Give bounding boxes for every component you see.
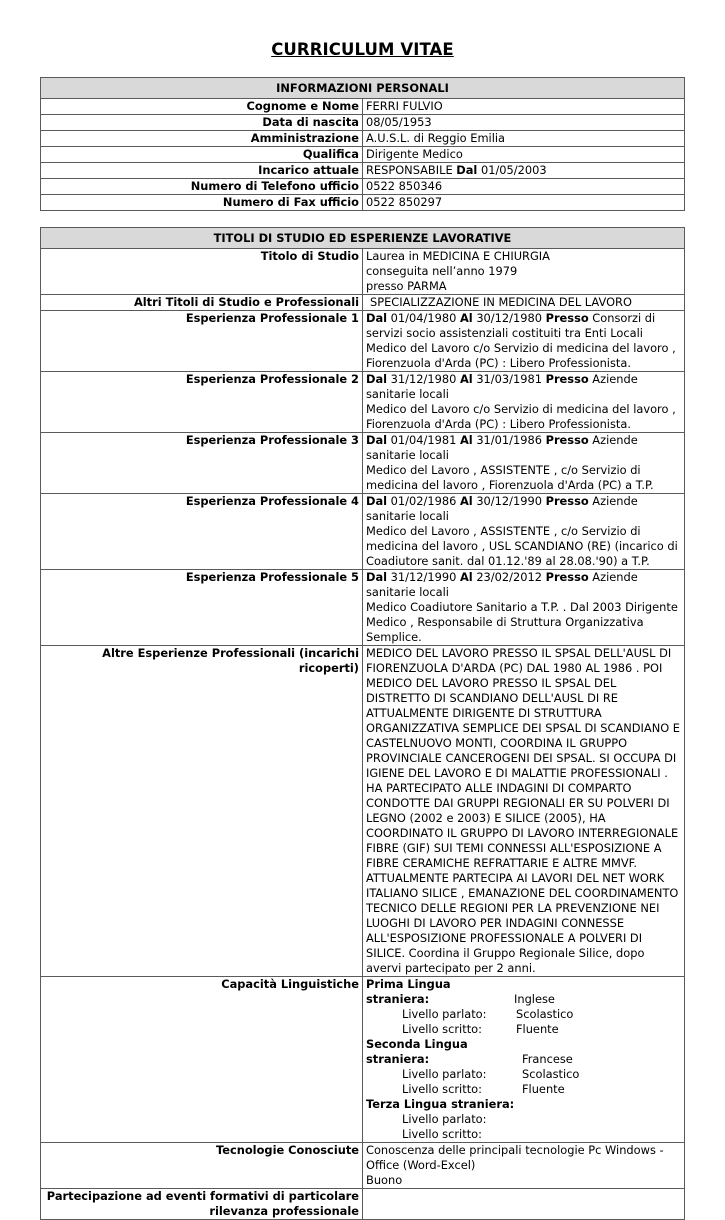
- row-value: [363, 1143, 685, 1189]
- date-from: 01/04/1980: [390, 311, 457, 325]
- row-label: Incarico attuale: [41, 163, 363, 179]
- presso-keyword: Presso: [545, 433, 589, 447]
- row-label: Altri Titoli di Studio e Professionali: [41, 295, 363, 311]
- dal-keyword: Dal: [366, 372, 388, 386]
- row-value: MEDICO DEL LAVORO PRESSO IL SPSAL DELL'AUSL DI FIORENZUOLA D'ARDA (PC) DAL 1980 AL 1986 . POI MEDICO DEL LAVORO PRESSO IL SPSAL DEL DISTRETTO DI SCANDIANO DELL'AUSL DI RE ATTUALMENTE DIRIGENTE DI STRUTTURA ORGANIZZATIVA SEMPLICE DEI SPSAL DI SCANDIANO E CASTELNUOVO MONTI, COORDINA IL GRUPPO PROVINCIALE CANCEROGENI DEI SPSAL. SI OCCUPA DI IGIENE DEL LAVORO E DI MALATTIE PROFESSIONALI . HA PARTECIPATO ALLE INDAGINI DI COMPARTO CONDOTTE DAI GRUPPI REGIONALI ER SU POLVERI DI LEGNO (2002 e 2003) E SILICE (2005), HA COORDINATO IL GRUPPO DI LAVORO INTERREGIONALE FIBRE (GIF) SUI TEMI CONNESSI ALL'ESPOSIZIONE A FIBRE CERAMICHE REFRATTARIE E ALTRE MMVF. ATTUALMENTE PARTECIPA AI LAVORI DEL NET WORK ITALIANO SILICE , EMANAZIONE DEL COORDINAMENTO TECNICO DELLE REGIONI PER LA PREVENZIONE NEI LUOGHI DI LAVORO PER INDAGINI CONNESSE ALL'ESPOSIZIONE PROFESSIONALE A POLVERI DI SILICE. Coordina il Gruppo Regionale Silice, dopo avervi partecipato per 2 anni.: [363, 646, 685, 977]
- row-label: Capacità Linguistiche: [41, 977, 363, 1143]
- row-value: [363, 433, 685, 494]
- written-label: Livello scritto:: [402, 1022, 482, 1036]
- table-row: [41, 249, 685, 295]
- row-label: Esperienza Professionale 5: [41, 570, 363, 646]
- table-row: [41, 179, 685, 195]
- table-row: [41, 163, 685, 179]
- row-value: [363, 1189, 685, 1220]
- table-row: [41, 99, 685, 115]
- date-from: 31/12/1990: [390, 570, 457, 584]
- first-language: [366, 977, 681, 1007]
- table-row: [41, 147, 685, 163]
- written-label: Livello scritto:: [402, 1127, 482, 1141]
- date-from: 31/12/1980: [390, 372, 457, 386]
- personal-info-header: INFORMAZIONI PERSONALI: [41, 78, 685, 99]
- written-level: Fluente: [522, 1082, 565, 1096]
- date-from: 01/02/1986: [390, 494, 457, 508]
- value-line: presso PARMA: [366, 279, 447, 293]
- employer: Aziende sanitarie locali: [366, 494, 638, 523]
- dal-keyword: Dal: [366, 570, 388, 584]
- row-label: Numero di Fax ufficio: [41, 195, 363, 211]
- spoken-label: Livello parlato:: [402, 1067, 487, 1081]
- al-keyword: Al: [459, 433, 473, 447]
- language-title: Seconda Lingua straniera:: [366, 1037, 468, 1066]
- value-line: Buono: [366, 1173, 403, 1187]
- experience-row: [41, 433, 685, 494]
- experience-description: Medico del Lavoro c/o Servizio di medicina del lavoro , Fiorenzuola d'Arda (PC) : Libero Professionista.: [366, 402, 676, 431]
- row-label: Data di nascita: [41, 115, 363, 131]
- row-value: [363, 249, 685, 295]
- date-to: 30/12/1990: [476, 494, 542, 508]
- dal-keyword: Dal: [366, 433, 388, 447]
- experience-description: Medico Coadiutore Sanitario a T.P. . Dal 2003 Dirigente Medico , Responsabile di Struttura Organizzativa Semplice.: [366, 600, 678, 644]
- value-text: RESPONSABILE: [366, 163, 457, 177]
- row-label: Altre Esperienze Professionali (incarichi ricoperti): [41, 646, 363, 977]
- row-value: FERRI FULVIO: [363, 99, 685, 115]
- row-value: [363, 163, 685, 179]
- table-row: [41, 295, 685, 311]
- date-to: 31/01/1986: [476, 433, 542, 447]
- experience-description: Medico del Lavoro c/o Servizio di medicina del lavoro , Fiorenzuola d'Arda (PC) : Libero Professionista.: [366, 341, 676, 370]
- first-language-spoken: [366, 1007, 681, 1022]
- value-keyword: Dal: [456, 163, 478, 177]
- date-to: 30/12/1980: [476, 311, 542, 325]
- al-keyword: Al: [459, 494, 473, 508]
- row-value: [363, 977, 685, 1143]
- row-label: Amministrazione: [41, 131, 363, 147]
- presso-keyword: Presso: [545, 311, 589, 325]
- second-language-spoken: [366, 1067, 681, 1082]
- row-value: [363, 295, 685, 311]
- date-from: 01/04/1981: [390, 433, 457, 447]
- al-keyword: Al: [459, 311, 473, 325]
- language-title: Terza Lingua straniera:: [366, 1097, 515, 1111]
- dal-keyword: Dal: [366, 311, 388, 325]
- row-label: Esperienza Professionale 3: [41, 433, 363, 494]
- second-language: [366, 1037, 681, 1067]
- studies-header: TITOLI DI STUDIO ED ESPERIENZE LAVORATIVE: [41, 228, 685, 249]
- language-title: Prima Lingua straniera:: [366, 977, 451, 1006]
- written-label: Livello scritto:: [402, 1082, 482, 1096]
- row-label: Partecipazione ad eventi formativi di particolare rilevanza professionale: [41, 1189, 363, 1220]
- row-label: Titolo di Studio: [41, 249, 363, 295]
- table-row: [41, 115, 685, 131]
- spoken-label: Livello parlato:: [402, 1112, 487, 1126]
- table-row: [41, 131, 685, 147]
- al-keyword: Al: [459, 372, 473, 386]
- third-language-written: [366, 1127, 681, 1142]
- row-label: Tecnologie Conosciute: [41, 1143, 363, 1189]
- date-to: 23/02/2012: [476, 570, 542, 584]
- row-label: Qualifica: [41, 147, 363, 163]
- document-title: CURRICULUM VITAE: [271, 40, 454, 59]
- row-label: Esperienza Professionale 4: [41, 494, 363, 570]
- table-row: [41, 195, 685, 211]
- row-value: [363, 311, 685, 372]
- experience-row: [41, 372, 685, 433]
- experience-row: [41, 570, 685, 646]
- employer: Aziende sanitarie locali: [366, 570, 638, 599]
- presso-keyword: Presso: [545, 372, 589, 386]
- experience-row: [41, 494, 685, 570]
- table-row: [41, 646, 685, 977]
- experience-row: [41, 311, 685, 372]
- row-label: Esperienza Professionale 2: [41, 372, 363, 433]
- studies-experience-table: [40, 227, 685, 1220]
- row-value: [363, 372, 685, 433]
- language-name: Inglese: [514, 992, 555, 1006]
- row-label: Esperienza Professionale 1: [41, 311, 363, 372]
- third-language-spoken: [366, 1112, 681, 1127]
- date-to: 31/03/1981: [476, 372, 542, 386]
- row-value: [363, 494, 685, 570]
- row-label: Numero di Telefono ufficio: [41, 179, 363, 195]
- value-line: Conoscenza delle principali tecnologie Pc Windows - Office (Word-Excel): [366, 1143, 664, 1172]
- first-language-written: [366, 1022, 681, 1037]
- value-line: Laurea in MEDICINA E CHIURGIA: [366, 249, 550, 263]
- languages-row: [41, 977, 685, 1143]
- employer: Consorzi di servizi socio assistenziali costituiti tra Enti Locali: [366, 311, 656, 340]
- written-level: Fluente: [516, 1022, 559, 1036]
- experience-description: Medico del Lavoro , ASSISTENTE , c/o Servizio di medicina del lavoro , USL SCANDIANO (RE) (incarico di Coadiutore sanit. dal 01.12.'89 al 28.08.'90) a T.P.: [366, 524, 678, 568]
- spoken-label: Livello parlato:: [402, 1007, 487, 1021]
- table-row: [41, 1189, 685, 1220]
- row-value: 0522 850297: [363, 195, 685, 211]
- row-value: A.U.S.L. di Reggio Emilia: [363, 131, 685, 147]
- table-row: [41, 1143, 685, 1189]
- row-value: [363, 570, 685, 646]
- row-label: Cognome e Nome: [41, 99, 363, 115]
- row-value: 0522 850346: [363, 179, 685, 195]
- presso-keyword: Presso: [545, 494, 589, 508]
- dal-keyword: Dal: [366, 494, 388, 508]
- row-value: 08/05/1953: [363, 115, 685, 131]
- row-value: Dirigente Medico: [363, 147, 685, 163]
- language-name: Francese: [522, 1052, 573, 1066]
- employer: Aziende sanitarie locali: [366, 372, 638, 401]
- experience-description: Medico del Lavoro , ASSISTENTE , c/o Servizio di medicina del lavoro , Fiorenzuola d'Arda (PC) a T.P.: [366, 463, 654, 492]
- third-language: [366, 1097, 681, 1112]
- spoken-level: Scolastico: [516, 1007, 574, 1021]
- personal-info-table: [40, 77, 685, 211]
- al-keyword: Al: [459, 570, 473, 584]
- spoken-level: Scolastico: [522, 1067, 580, 1081]
- presso-keyword: Presso: [545, 570, 589, 584]
- second-language-written: [366, 1082, 681, 1097]
- value-text: SPECIALIZZAZIONE IN MEDICINA DEL LAVORO: [370, 295, 632, 309]
- value-line: conseguita nell’anno 1979: [366, 264, 518, 278]
- employer: Aziende sanitarie locali: [366, 433, 638, 462]
- value-text: 01/05/2003: [477, 163, 547, 177]
